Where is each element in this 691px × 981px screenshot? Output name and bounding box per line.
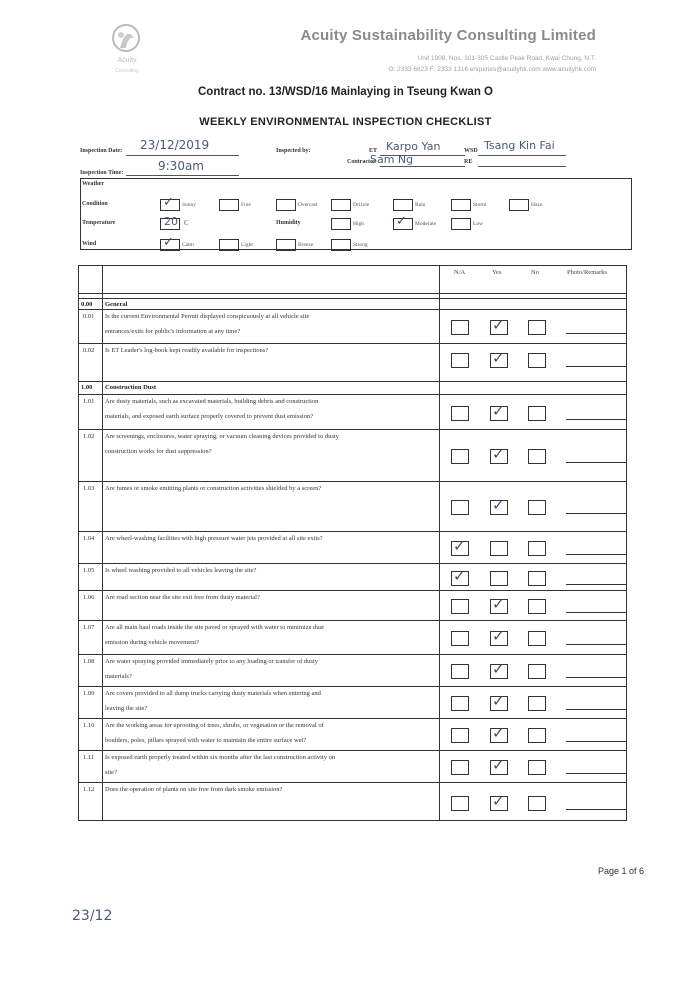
item-number: 1.10 [83,722,95,729]
weather-row-label: Wind [82,241,97,247]
item-question: Are screenings, enclosures, water spraying, or vacuum cleaning devices provided to dusty [105,433,339,440]
item-question: Are fumes or smoke emitting plants or construction activities shielded by a screen? [105,485,322,492]
item-question: Is wheel washing provided to all vehicles leaving the site? [105,567,257,574]
weather-check-mark: ✓ [163,195,174,210]
na-checkbox[interactable] [451,760,469,775]
check-mark: ✓ [492,595,505,613]
remarks-field[interactable] [566,773,626,774]
weather-checkbox[interactable] [219,199,239,211]
weather-option-label: Strong [353,242,368,248]
wsd-field[interactable]: Tsang Kin Fai [484,139,555,152]
no-checkbox[interactable] [528,664,546,679]
item-question: Are covers provided to all dump trucks carrying dusty materials when entering and [105,690,321,697]
section-number: 0.00 [81,301,93,308]
item-question: Is exposed earth properly treated within six months after the last construction activity on [105,754,336,761]
remarks-field[interactable] [566,554,626,555]
remarks-field[interactable] [566,333,626,334]
svg-text:Consulting: Consulting [115,68,139,74]
weather-checkbox[interactable] [276,199,296,211]
weather-checkbox[interactable] [331,239,351,251]
weather-checkbox[interactable] [331,218,351,230]
weather-option-label: Storm [473,202,487,208]
remarks-field[interactable] [566,462,626,463]
item-number: 0.02 [83,347,95,354]
item-question: Are all main haul roads inside the site paved or sprayed with water to minimize dust [105,624,324,631]
weather-option-label: Haze [531,202,543,208]
handwritten-date: 23/12 [72,908,113,924]
na-checkbox[interactable] [451,664,469,679]
inspection-time-label: Inspection Time: [80,170,124,176]
section-number: 1.00 [81,384,93,391]
item-question: materials? [105,673,132,680]
no-checkbox[interactable] [528,320,546,335]
col-remarks-header: Photo/Remarks [567,269,608,276]
item-number: 1.01 [83,398,95,405]
no-checkbox[interactable] [528,599,546,614]
weather-check-mark: ✓ [163,235,174,250]
item-number: 1.12 [83,786,95,793]
check-mark: ✓ [492,402,505,420]
weather-option-label: Overcast [298,202,318,208]
check-mark: ✓ [492,756,505,774]
na-checkbox[interactable] [451,406,469,421]
item-question: emission during vehicle movement? [105,639,200,646]
item-question: materials, and exposed earth surface properly covered to prevent dust emission? [105,413,314,420]
company-contact: O: 2333 6823 F: 2333 1316 enquiries@acuityhk.com www.acuityhk.com [388,66,596,73]
check-mark: ✓ [492,724,505,742]
item-number: 1.03 [83,485,95,492]
weather-checkbox[interactable] [331,199,351,211]
temperature-unit: C [184,219,189,227]
no-checkbox[interactable] [528,796,546,811]
section-divider [78,381,627,382]
no-checkbox[interactable] [528,406,546,421]
remarks-field[interactable] [566,513,626,514]
weather-option-label: Light [241,242,253,248]
weather-checkbox[interactable] [509,199,529,211]
weather-row-label: Condition [82,201,108,207]
col-yes-header: Yes [492,269,502,276]
item-question: Are dusty materials, such as excavated materials, building debris and construction [105,398,319,405]
na-checkbox[interactable] [451,728,469,743]
no-checkbox[interactable] [528,541,546,556]
no-checkbox[interactable] [528,631,546,646]
check-mark: ✓ [492,316,505,334]
weather-option-label: Drizzle [353,202,370,208]
remarks-field[interactable] [566,366,626,367]
remarks-field[interactable] [566,644,626,645]
et-label: ET [369,148,378,154]
no-checkbox[interactable] [528,353,546,368]
contractor-field[interactable]: Sam Ng [370,153,414,166]
weather-option-label: Moderate [415,221,437,227]
check-mark: ✓ [453,537,466,555]
check-mark: ✓ [492,792,505,810]
weather-option-label: Sunny [182,202,197,208]
item-number: 1.06 [83,594,95,601]
check-mark: ✓ [492,660,505,678]
item-question: Is the current Environmental Permit displayed conspicuously at all vehicle site [105,313,310,320]
inspected-by-label: Inspected by: [276,148,311,154]
remarks-field[interactable] [566,709,626,710]
date-underline [126,155,239,156]
check-mark: ✓ [492,496,505,514]
page-number: Page 1 of 6 [597,866,644,876]
weather-checkbox[interactable] [276,239,296,251]
weather-check-mark: ✓ [396,214,407,229]
wsd-label: WSD [464,148,478,154]
item-question: entrances/exits for public's information at any time? [105,328,241,335]
contractor-label: Contractor [347,159,376,165]
na-checkbox[interactable] [451,320,469,335]
weather-option-label: Low [473,221,484,227]
na-checkbox[interactable] [451,500,469,515]
item-number: 1.09 [83,690,95,697]
weather-checkbox[interactable] [393,199,413,211]
form-title: WEEKLY ENVIRONMENTAL INSPECTION CHECKLIST [199,116,492,128]
item-question: Are water spraying provided immediately prior to any loading or transfer of dusty [105,658,318,665]
weather-checkbox[interactable] [219,239,239,251]
item-question: Are road section near the site exit free from dusty material? [105,594,260,601]
contract-title: Contract no. 13/WSD/16 Mainlaying in Tseung Kwan O [198,86,493,98]
inspection-date-field[interactable]: 23/12/2019 [140,138,210,152]
yes-checkbox[interactable] [490,541,508,556]
time-underline [126,175,239,176]
check-mark: ✓ [492,627,505,645]
re-label: RE [464,159,473,165]
inspection-time-field[interactable]: 9:30am [158,159,204,173]
yes-checkbox[interactable] [490,571,508,586]
no-checkbox[interactable] [528,500,546,515]
item-number: 0.01 [83,313,95,320]
check-mark: ✓ [492,692,505,710]
remarks-field[interactable] [566,419,626,420]
weather-checkbox[interactable] [451,218,471,230]
section-title: General [105,301,128,308]
company-name: Acuity Sustainability Consulting Limited [300,27,596,44]
item-question: construction works for dust suppression? [105,448,212,455]
item-question: Are the working areas for uprooting of trees, shrubs, or vegetation or the removal of [105,722,324,729]
remarks-field[interactable] [566,809,626,810]
na-checkbox[interactable] [451,631,469,646]
na-checkbox[interactable] [451,353,469,368]
weather-option-label: Rain [415,202,426,208]
weather-title: Weather [82,181,104,187]
section-title: Construction Dust [105,384,157,391]
weather-checkbox[interactable] [451,199,471,211]
weather-option-label: Calm [182,242,194,248]
item-question: Is ET Leader's log-book kept readily available for inspections? [105,347,269,354]
weather-option-label: Breeze [298,242,314,248]
question-column-divider [439,265,440,821]
remarks-field[interactable] [566,741,626,742]
check-mark: ✓ [492,445,505,463]
na-checkbox[interactable] [451,449,469,464]
temperature-value[interactable]: 20 [164,215,178,228]
item-question: Does the operation of plants on site free from dark smoke emission? [105,786,283,793]
inspection-date-label: Inspection Date: [80,148,123,154]
item-number: 1.05 [83,567,95,574]
item-question: leaving the site? [105,705,148,712]
humidity-label: Humidity [276,220,301,226]
num-column-divider [102,265,103,821]
item-number: 1.04 [83,535,95,542]
item-number: 1.07 [83,624,95,631]
check-mark: ✓ [453,567,466,585]
item-number: 1.11 [83,754,95,761]
no-checkbox[interactable] [528,696,546,711]
item-question: boulders, poles, pillars sprayed with water to maintain the entire surface wet? [105,737,307,744]
remarks-field[interactable] [566,677,626,678]
na-checkbox[interactable] [451,599,469,614]
weather-row-label: Temperature [82,220,116,226]
logo-text: Acuity [117,57,137,64]
contractor-underline [380,166,465,167]
re-underline [478,166,566,167]
item-question: site? [105,769,117,776]
no-checkbox[interactable] [528,571,546,586]
item-question: Are wheel-washing facilities with high pressure water jets provided at all site exits? [105,535,323,542]
item-number: 1.02 [83,433,95,440]
no-checkbox[interactable] [528,728,546,743]
item-number: 1.08 [83,658,95,665]
et-field[interactable]: Karpo Yan [386,140,441,153]
col-na-header: N/A [454,269,466,276]
header-divider [78,293,627,294]
remarks-field[interactable] [566,612,626,613]
company-logo [104,20,150,80]
weather-option-label: High [353,221,364,227]
section-divider [78,298,627,299]
na-checkbox[interactable] [451,796,469,811]
weather-option-label: Fine [241,202,251,208]
no-checkbox[interactable] [528,449,546,464]
na-checkbox[interactable] [451,696,469,711]
wsd-underline [478,155,566,156]
check-mark: ✓ [492,349,505,367]
remarks-field[interactable] [566,584,626,585]
no-checkbox[interactable] [528,760,546,775]
company-address: Unit 1908, Nos. 301-305 Castle Peak Road, Kwai Chung, N.T. [417,55,596,62]
col-no-header: No [531,269,539,276]
